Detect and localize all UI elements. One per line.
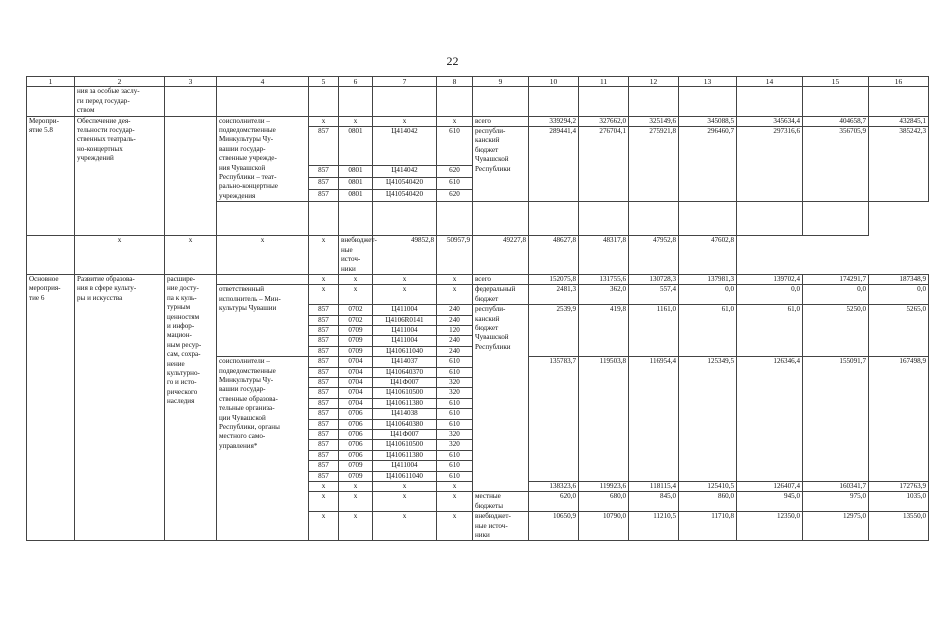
table-cell: 857 xyxy=(309,471,339,481)
funding-source: всего xyxy=(473,274,529,284)
table-cell: 240 xyxy=(437,346,473,356)
table-cell: 857 xyxy=(309,305,339,315)
funding-source: местные бюджеты xyxy=(473,492,529,512)
table-cell: х xyxy=(373,285,437,305)
table-cell: х xyxy=(373,492,437,512)
value-cell: 620,0 xyxy=(529,492,579,512)
value-cell: 155091,7 xyxy=(803,357,869,482)
value-cell: 296460,7 xyxy=(679,127,737,202)
table-cell: 0709 xyxy=(339,461,373,471)
table-cell: 320 xyxy=(437,440,473,450)
table-cell: х xyxy=(339,492,373,512)
value-cell: 275921,8 xyxy=(629,127,679,202)
table-cell: 320 xyxy=(437,430,473,440)
column-header-2: 2 xyxy=(75,77,165,87)
value-cell: 1161,0 xyxy=(629,305,679,357)
table-cell: 610 xyxy=(437,461,473,471)
table-cell xyxy=(339,87,373,116)
column-header-10: 10 xyxy=(529,77,579,87)
table-cell: 0706 xyxy=(339,409,373,419)
table-cell: 857 xyxy=(309,461,339,471)
table-cell: х xyxy=(437,482,473,492)
table-cell: 0801 xyxy=(339,166,373,178)
table-cell: Ц414042 xyxy=(373,166,437,178)
table-cell: 0704 xyxy=(339,357,373,367)
table-cell: Ц41Ф007 xyxy=(373,430,437,440)
value-cell: 116954,4 xyxy=(629,357,679,482)
table-cell: 857 xyxy=(309,440,339,450)
table-cell: Ц411004 xyxy=(373,461,437,471)
table-row xyxy=(27,116,929,126)
table-cell: 857 xyxy=(309,127,339,166)
value-cell: 845,0 xyxy=(629,492,679,512)
funding-source: внебюджет- ные источ- ники xyxy=(473,512,529,541)
table-cell: 610 xyxy=(437,357,473,367)
table-cell: х xyxy=(339,116,373,126)
value-cell: 13550,0 xyxy=(869,512,929,541)
page-number: 22 xyxy=(446,54,459,68)
table-cell: 620 xyxy=(437,166,473,178)
value-cell: 12975,0 xyxy=(803,512,869,541)
table-cell: 857 xyxy=(309,336,339,346)
table-cell xyxy=(737,87,803,116)
value-cell: 12350,0 xyxy=(737,512,803,541)
funding-source: всего xyxy=(473,116,529,126)
responsible-executor: ответственный исполнитель – Мин- культуры Чувашии xyxy=(217,285,309,357)
table-cell: х xyxy=(373,116,437,126)
table-cell xyxy=(217,202,309,236)
table-cell: Ц414042 xyxy=(373,127,437,166)
value-cell: 345634,4 xyxy=(737,116,803,126)
value-cell: 419,8 xyxy=(579,305,629,357)
table-cell: 857 xyxy=(309,409,339,419)
value-cell: 385242,3 xyxy=(869,127,929,202)
table-cell: 610 xyxy=(437,450,473,460)
table-cell: Ц410610500 xyxy=(373,388,437,398)
value-cell: 345088,5 xyxy=(679,116,737,126)
column-header-1: 1 xyxy=(27,77,75,87)
value-cell: 160341,7 xyxy=(803,482,869,492)
table-cell: 857 xyxy=(309,315,339,325)
table-row xyxy=(27,87,929,116)
value-cell: 0,0 xyxy=(869,285,929,305)
table-cell: 0709 xyxy=(339,471,373,481)
table-cell: 320 xyxy=(437,388,473,398)
value-cell: 356705,9 xyxy=(803,127,869,202)
column-header-12: 12 xyxy=(629,77,679,87)
table-cell xyxy=(165,116,217,236)
table-cell xyxy=(27,87,75,116)
table-cell: 857 xyxy=(309,367,339,377)
value-cell: 276704,1 xyxy=(579,127,629,202)
table-cell xyxy=(679,87,737,116)
table-cell: 240 xyxy=(437,315,473,325)
table-cell xyxy=(217,87,309,116)
table-cell xyxy=(679,202,737,236)
funding-source: республи- канский бюджет Чувашской Республики xyxy=(473,127,529,202)
table-cell: х xyxy=(373,274,437,284)
event-label: Меропри- ятие 5.8 xyxy=(27,116,75,236)
table-cell: х xyxy=(339,274,373,284)
column-header-6: 6 xyxy=(339,77,373,87)
table-cell xyxy=(217,274,309,284)
table-cell xyxy=(27,236,75,275)
table-cell: 857 xyxy=(309,377,339,387)
column-header-5: 5 xyxy=(309,77,339,87)
table-cell xyxy=(629,87,679,116)
table-cell: х xyxy=(373,512,437,541)
table-cell: Ц41Ф007 xyxy=(373,377,437,387)
table-cell: 0704 xyxy=(339,398,373,408)
co-executor: соисполнители – подведомственные Минкультуры Чу- вашии государ- ственные образова- тельные организа- ции Чувашской Республики, органы местного само- управления* xyxy=(217,357,309,541)
value-cell: 49227,8 xyxy=(473,236,529,275)
value-cell: 130728,3 xyxy=(629,274,679,284)
table-cell: Ц411004 xyxy=(373,336,437,346)
value-cell: 860,0 xyxy=(679,492,737,512)
table-cell: х xyxy=(309,116,339,126)
value-cell: 172763,9 xyxy=(869,482,929,492)
value-cell: 137981,3 xyxy=(679,274,737,284)
table-cell: Ц411004 xyxy=(373,305,437,315)
value-cell: 327662,0 xyxy=(579,116,629,126)
value-cell: 135783,7 xyxy=(529,357,579,482)
table-cell: 857 xyxy=(309,430,339,440)
table-cell xyxy=(309,87,339,116)
value-cell: 945,0 xyxy=(737,492,803,512)
table-cell: 0706 xyxy=(339,419,373,429)
column-header-7: 7 xyxy=(373,77,437,87)
table-cell: 0706 xyxy=(339,450,373,460)
table-cell: х xyxy=(339,512,373,541)
value-cell: 432845,1 xyxy=(869,116,929,126)
table-cell: Ц414037 xyxy=(373,357,437,367)
value-cell: 325149,6 xyxy=(629,116,679,126)
column-header-9: 9 xyxy=(473,77,529,87)
table-cell: Ц411004 xyxy=(373,325,437,335)
column-header-4: 4 xyxy=(217,77,309,87)
value-cell: 2539,9 xyxy=(529,305,579,357)
value-cell: 289441,4 xyxy=(529,127,579,202)
table-cell: 0801 xyxy=(339,178,373,190)
value-cell: 126407,4 xyxy=(737,482,803,492)
value-cell: 119503,8 xyxy=(579,357,629,482)
table-cell: Ц410611040 xyxy=(373,471,437,481)
table-cell xyxy=(373,87,437,116)
column-header-15: 15 xyxy=(803,77,869,87)
table-cell: 857 xyxy=(309,450,339,460)
table-cell: х xyxy=(165,236,217,275)
table-cell: 610 xyxy=(437,398,473,408)
value-cell: 557,4 xyxy=(629,285,679,305)
table-cell: 0709 xyxy=(339,336,373,346)
table-cell: х xyxy=(437,492,473,512)
table-cell: 857 xyxy=(309,346,339,356)
table-cell: Ц410640370 xyxy=(373,367,437,377)
table-cell: 0801 xyxy=(339,190,373,202)
table-cell: 610 xyxy=(437,409,473,419)
table-cell: 857 xyxy=(309,190,339,202)
table-cell: х xyxy=(437,285,473,305)
table-cell: 857 xyxy=(309,166,339,178)
value-cell: 138323,6 xyxy=(529,482,579,492)
value-cell: 47602,8 xyxy=(679,236,737,275)
value-cell: 126346,4 xyxy=(737,357,803,482)
table-cell xyxy=(629,202,679,236)
table-cell: 857 xyxy=(309,419,339,429)
table-cell: 0702 xyxy=(339,305,373,315)
value-cell: 174291,7 xyxy=(803,274,869,284)
table-cell xyxy=(803,202,869,236)
table-cell xyxy=(803,87,869,116)
table-cell: 857 xyxy=(309,398,339,408)
executor: соисполнители – подведомственные Минкультуры Чу- вашии государ- ственные учрежде- ния Чувашской Республики – теат- рально-концертные учреждения xyxy=(217,116,309,202)
table-cell xyxy=(529,202,579,236)
value-cell: 11710,8 xyxy=(679,512,737,541)
table-cell: 240 xyxy=(437,336,473,346)
value-cell: 11210,5 xyxy=(629,512,679,541)
value-cell: 10650,9 xyxy=(529,512,579,541)
column-header-14: 14 xyxy=(737,77,803,87)
value-cell: 187348,9 xyxy=(869,274,929,284)
table-cell: Ц414038 xyxy=(373,409,437,419)
table-cell: 0702 xyxy=(339,315,373,325)
value-cell: 49852,8 xyxy=(373,236,437,275)
table-row xyxy=(27,236,929,275)
table-cell xyxy=(869,87,929,116)
table-cell: 610 xyxy=(437,367,473,377)
value-cell: 5250,0 xyxy=(803,305,869,357)
value-cell: 404658,7 xyxy=(803,116,869,126)
table-cell xyxy=(579,202,629,236)
table-cell: Ц410611380 xyxy=(373,398,437,408)
table-cell: х xyxy=(309,285,339,305)
table-row xyxy=(27,274,929,284)
table-cell: Ц410540420 xyxy=(373,178,437,190)
program-table xyxy=(26,76,929,541)
funding-source: внебюджет- ные источ- ники xyxy=(339,236,373,275)
value-cell: 50957,9 xyxy=(437,236,473,275)
table-cell: 610 xyxy=(437,471,473,481)
table-cell: х xyxy=(339,482,373,492)
table-cell: х xyxy=(217,236,309,275)
table-cell: 0706 xyxy=(339,440,373,450)
table-cell: 0709 xyxy=(339,346,373,356)
value-cell: 297316,6 xyxy=(737,127,803,202)
table-cell: 0709 xyxy=(339,325,373,335)
table-cell: 120 xyxy=(437,325,473,335)
table-cell: х xyxy=(75,236,165,275)
value-cell: 10790,0 xyxy=(579,512,629,541)
table-cell xyxy=(473,87,529,116)
table-cell: х xyxy=(309,492,339,512)
table-cell xyxy=(579,87,629,116)
value-cell: 152075,8 xyxy=(529,274,579,284)
value-cell: 119923,6 xyxy=(579,482,629,492)
table-cell: х xyxy=(437,274,473,284)
value-cell: 131755,6 xyxy=(579,274,629,284)
table-cell xyxy=(529,87,579,116)
value-cell: 1035,0 xyxy=(869,492,929,512)
table-cell xyxy=(373,202,437,236)
table-cell: х xyxy=(437,512,473,541)
value-cell: 5265,0 xyxy=(869,305,929,357)
table-cell: Ц410611040 xyxy=(373,346,437,356)
main-event-name: Развитие образова- ния в сфере культу- ры и искусства xyxy=(75,274,165,541)
table-cell: 857 xyxy=(309,388,339,398)
table-cell xyxy=(437,202,473,236)
column-header-3: 3 xyxy=(165,77,217,87)
main-event-label: Основное мероприя- тие 6 xyxy=(27,274,75,541)
table-cell: 320 xyxy=(437,377,473,387)
table-cell xyxy=(473,202,529,236)
table-cell: 0704 xyxy=(339,377,373,387)
value-cell: 118115,4 xyxy=(629,482,679,492)
table-cell: 0704 xyxy=(339,388,373,398)
value-cell: 0,0 xyxy=(737,285,803,305)
value-cell: 0,0 xyxy=(679,285,737,305)
table-cell xyxy=(165,87,217,116)
table-cell xyxy=(737,202,803,236)
funding-source: федеральный бюджет xyxy=(473,285,529,305)
table-cell: Ц410610500 xyxy=(373,440,437,450)
value-cell: 2481,3 xyxy=(529,285,579,305)
table-cell: 240 xyxy=(437,305,473,315)
column-header-16: 16 xyxy=(869,77,929,87)
table-cell: Ц410611380 xyxy=(373,450,437,460)
column-header-13: 13 xyxy=(679,77,737,87)
table-cell: 857 xyxy=(309,178,339,190)
table-cell: х xyxy=(373,482,437,492)
table-cell: 0704 xyxy=(339,367,373,377)
value-cell: 975,0 xyxy=(803,492,869,512)
table-cell: х xyxy=(309,274,339,284)
table-cell: х xyxy=(309,236,339,275)
value-cell: 125349,5 xyxy=(679,357,737,482)
table-cell: 610 xyxy=(437,419,473,429)
column-header-8: 8 xyxy=(437,77,473,87)
continued-text: ния за особые заслу- ги перед государ- ством xyxy=(75,87,165,116)
value-cell: 47952,8 xyxy=(629,236,679,275)
table-cell: Ц410540420 xyxy=(373,190,437,202)
value-cell: 48627,8 xyxy=(529,236,579,275)
value-cell: 339294,2 xyxy=(529,116,579,126)
main-event-goal: расшире- ние досту- па к куль- турным ценностям и инфор- мацион- ным ресур- сам, сохра- нение культурно- го и исто- рического наследия xyxy=(165,274,217,541)
value-cell: 0,0 xyxy=(803,285,869,305)
table-cell: 0801 xyxy=(339,127,373,166)
value-cell: 362,0 xyxy=(579,285,629,305)
value-cell: 680,0 xyxy=(579,492,629,512)
column-header-11: 11 xyxy=(579,77,629,87)
value-cell: 48317,8 xyxy=(579,236,629,275)
table-cell: 610 xyxy=(437,178,473,190)
table-cell: Ц410640380 xyxy=(373,419,437,429)
value-cell: 167498,9 xyxy=(869,357,929,482)
table-cell xyxy=(339,202,373,236)
funding-source: республи- канский бюджет Чувашской Республики xyxy=(473,305,529,492)
table-cell: 0706 xyxy=(339,430,373,440)
table-row xyxy=(27,77,929,87)
table-cell: 620 xyxy=(437,190,473,202)
event-name: Обеспечение дея- тельности государ- ственных театраль- но-концертных учреждений xyxy=(75,116,165,236)
table-cell: 610 xyxy=(437,127,473,166)
table-cell: х xyxy=(437,116,473,126)
value-cell: 61,0 xyxy=(679,305,737,357)
table-cell: х xyxy=(309,482,339,492)
table-cell: х xyxy=(309,512,339,541)
table-cell xyxy=(309,202,339,236)
table-cell xyxy=(437,87,473,116)
table-cell: 857 xyxy=(309,325,339,335)
table-cell: Ц4106R0141 xyxy=(373,315,437,325)
table-cell: 857 xyxy=(309,357,339,367)
value-cell: 61,0 xyxy=(737,305,803,357)
table-cell: х xyxy=(339,285,373,305)
value-cell: 125410,5 xyxy=(679,482,737,492)
value-cell: 139702,4 xyxy=(737,274,803,284)
